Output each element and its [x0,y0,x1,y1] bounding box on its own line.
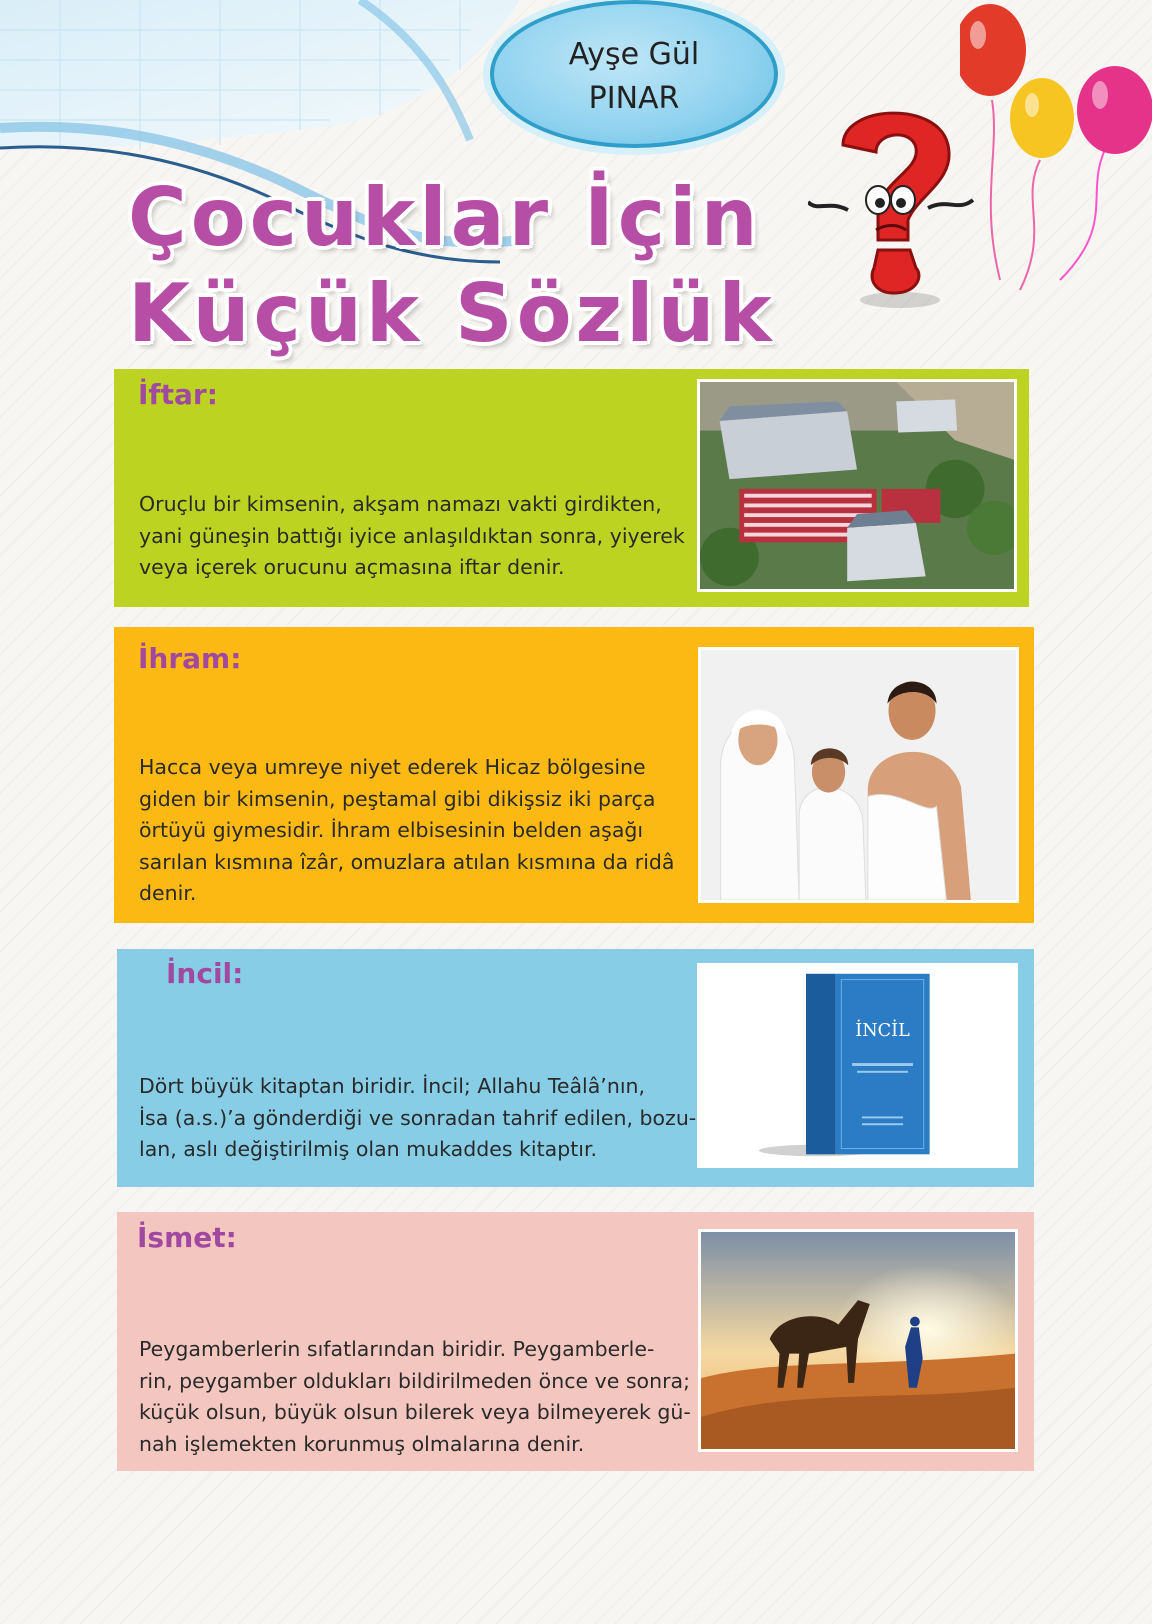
balloons-icon [960,0,1152,300]
entry-term: İsmet: [137,1221,237,1254]
aerial-mosque-iftar-photo [697,379,1017,592]
entry-term: İncil: [166,957,244,990]
svg-text:İNCİL: İNCİL [855,1020,910,1041]
page-title-line-2: Küçük Sözlük [128,267,776,360]
incil-book-photo [697,963,1018,1168]
entry-definition: Peygamberlerin sıfatlarından biridir. Peygamberle- rin, peygamber oldukları bildirilmeden önce ve sonra; küçük olsun, büyük olsun bilerek veya bilmeyerek gü- nah işlemekten korunmuş olmalarına denir. [139,1337,691,1456]
author-bubble [490,0,778,148]
entry-definition: Oruçlu bir kimsenin, akşam namazı vakti girdikten, yani güneşin battığı iyice anlaşıldıktan sonra, yiyerek veya içerek orucunu açmasına iftar denir. [139,492,685,579]
family-in-ihram-photo [698,647,1019,903]
entry-term: İftar: [138,378,218,411]
author-last-name: PINAR [588,81,680,116]
entry-definition: Hacca veya umreye niyet ederek Hicaz bölgesine giden bir kimsenin, peştamal gibi dikişsiz iki parça örtüyü giymesidir. İhram elbisesinin belden aşağı sarılan kısmına îzâr, omuzlara atılan kısmına da ridâ denir. [139,755,675,905]
entry-definition: Dört büyük kitaptan biridir. İncil; Allahu Teâlâ’nın, İsa (a.s.)’a gönderdiği ve sonradan tahrif edilen, bozu- lan, aslı değiştirilmiş olan mukaddes kitaptır. [139,1074,697,1161]
entry-term: İhram: [138,642,242,675]
author-first-name: Ayşe Gül [568,37,700,72]
page-title-line-1: Çocuklar İçin [128,171,762,264]
entry-iftar [114,369,1029,607]
entry-ismet [117,1212,1034,1471]
page-title [128,170,776,362]
desert-camel-photo [698,1229,1018,1452]
entry-ihram [114,627,1034,923]
question-mark-mascot-icon [808,100,978,310]
entry-incil [117,949,1034,1187]
